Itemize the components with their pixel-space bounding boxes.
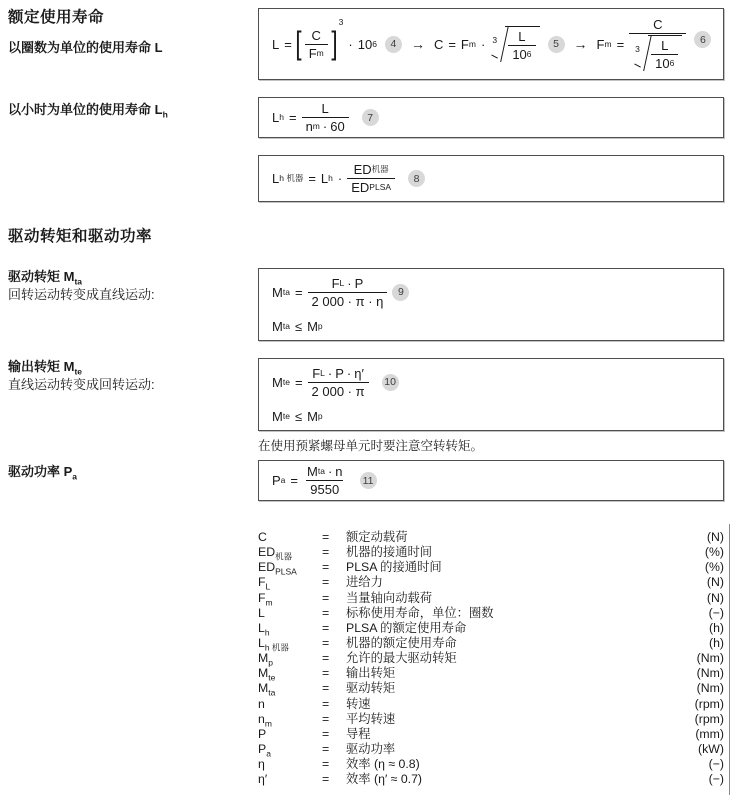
var-eta-prime: η′ <box>354 365 364 381</box>
fraction-FLP-eta <box>308 366 369 399</box>
fraction-C-Fm <box>305 28 328 61</box>
legend-row <box>258 527 724 542</box>
sub-ta: ta <box>282 286 290 297</box>
var-L: L <box>272 110 280 125</box>
fraction-L-nm60 <box>302 101 349 134</box>
legend-unit: (%) <box>704 545 724 560</box>
dot-operator: · <box>327 365 333 381</box>
ten-to-sixth <box>358 37 377 52</box>
legend-description: PLSA 的额定使用寿命 <box>346 620 467 635</box>
bracket-left: [ <box>295 25 302 62</box>
legend-symbol: C <box>258 530 267 544</box>
var-F: F <box>312 365 321 381</box>
fraction-C-root <box>629 17 686 71</box>
equals-sign: = <box>294 284 303 300</box>
preload-note: 在使用预紧螺母单元时要注意空转转矩。 <box>258 439 484 453</box>
var-M: M <box>272 284 283 300</box>
var-Fm <box>305 44 328 61</box>
label-drive-power-sub: a <box>72 471 78 482</box>
label-output-torque-base: 输出转矩 M <box>8 359 75 374</box>
root-index-3: 3 <box>635 44 640 55</box>
arrow-icon: → <box>573 36 588 52</box>
legend-row <box>258 769 724 787</box>
legend-unit: (N) <box>706 530 724 544</box>
label-drive-power-base: 驱动功率 P <box>8 464 73 479</box>
exponent-3: 3 <box>338 17 344 27</box>
legend-symbol: $n_m$ <box>258 711 272 729</box>
var-C: C <box>311 27 321 43</box>
legend-symbol: $L_h$ <box>258 620 270 638</box>
dot-operator: · <box>480 36 486 52</box>
var-Fm <box>597 37 612 52</box>
formula-life-hours <box>272 101 379 134</box>
formula-box-drive-torque <box>258 268 724 341</box>
numerator-FL-P-eta <box>308 366 368 382</box>
formula-drive-torque <box>272 276 409 309</box>
legend-row <box>258 648 724 668</box>
fraction-L-10e6 <box>508 29 535 62</box>
var-ED: ED <box>353 162 372 177</box>
legend-unit: (%) <box>704 560 724 575</box>
legend-unit: (h) <box>708 620 724 635</box>
formula-box-life-revolutions <box>258 8 724 80</box>
cube-root <box>491 26 539 62</box>
denominator-2000-pi-eta: 2 000 · π · η <box>308 292 388 309</box>
sub-m: m <box>604 38 612 49</box>
equals-sign: = <box>448 36 456 52</box>
var-P: P <box>354 275 364 291</box>
bracket-right: ] <box>331 25 338 62</box>
section-title-drive: 驱动转矩和驱动功率 <box>8 228 153 245</box>
inequality-Mta-Mp <box>272 319 409 334</box>
legend-equals: = <box>322 726 330 741</box>
legend-equals: = <box>322 575 330 590</box>
formula-life-revolutions <box>272 17 711 71</box>
fraction-ED <box>347 162 395 195</box>
legend-unit: (Nm) <box>696 651 724 666</box>
var-Mte <box>272 409 290 424</box>
legend-unit: (rpm) <box>694 711 724 726</box>
var-C: C <box>433 36 444 52</box>
exponent-6: 6 <box>669 58 675 69</box>
label-output-torque-sub: te <box>74 366 83 377</box>
legend-unit: (h) <box>708 635 724 650</box>
callout-11: 11 <box>360 472 377 489</box>
legend-equals: = <box>322 560 330 575</box>
numerator-Mta-n <box>303 464 347 480</box>
label-drive-torque-sub: ta <box>74 276 83 287</box>
legend-equals: = <box>322 681 330 696</box>
legend-row <box>258 754 724 772</box>
var-Lh-machine <box>272 171 303 186</box>
num-10: 10 <box>655 56 670 71</box>
label-life-hours-base: 以小时为单位的使用寿命 L <box>8 102 163 117</box>
dot-operator: · <box>327 464 333 479</box>
ten-to-sixth <box>508 45 535 62</box>
legend-description: 驱动功率 <box>346 741 396 756</box>
var-Mp <box>307 319 323 334</box>
num-60: 60 <box>330 119 345 134</box>
var-Fm <box>461 37 476 52</box>
var-Mp <box>307 409 323 424</box>
sub-ta: ta <box>317 466 325 477</box>
legend-unit: (rpm) <box>694 696 724 711</box>
var-L: L <box>321 101 329 116</box>
legend-equals: = <box>322 711 330 726</box>
label-drive-torque-base: 驱动转矩 M <box>8 269 75 284</box>
legend-description: 驱动转矩 <box>346 681 396 696</box>
formula-life-machine <box>272 162 425 195</box>
var-n: n <box>305 119 313 134</box>
label-life-hours <box>8 99 168 119</box>
legend-row <box>258 557 724 577</box>
legend-equals: = <box>322 530 330 544</box>
var-n: n <box>335 464 343 479</box>
sub-te: te <box>282 410 290 421</box>
legend-description: 效率 (η′ ≈ 0.7) <box>346 772 423 787</box>
var-Pa <box>272 473 285 488</box>
equals-sign: = <box>290 473 298 488</box>
formula-box-life-machine <box>258 155 724 202</box>
var-Mta <box>272 285 290 300</box>
legend-row <box>258 739 724 759</box>
dot-operator: · <box>337 171 343 186</box>
legend-description: PLSA 的接通时间 <box>346 560 442 575</box>
sub-PLSA: PLSA <box>369 182 392 193</box>
fraction-FLP <box>308 276 388 309</box>
legend-equals: = <box>322 772 330 787</box>
legend-symbol: $M_p$ <box>258 651 273 668</box>
var-Mte <box>272 375 290 390</box>
legend-unit: (kW) <box>698 741 724 756</box>
formula-box-output-torque <box>258 358 724 431</box>
legend-row <box>258 603 724 618</box>
formula-box-drive-power <box>258 460 724 501</box>
legend-symbol: $L_{h 机器}$ <box>258 635 289 653</box>
legend-description: 允许的最大驱动转矩 <box>346 651 457 666</box>
legend-unit: (Nm) <box>696 666 724 681</box>
legend-row <box>258 724 724 739</box>
label-life-revolutions: 以圈数为单位的使用寿命 L <box>8 40 163 55</box>
legend-unit: (−) <box>708 772 724 787</box>
sub-te: te <box>282 376 290 387</box>
legend-symbol: $M_{ta}$ <box>258 681 276 698</box>
legend-symbol: $ED_{PLSA}$ <box>258 560 297 577</box>
callout-9: 9 <box>392 284 409 301</box>
legend-symbol: η′ <box>258 772 268 787</box>
var-M: M <box>272 318 283 334</box>
legend-description: 进给力 <box>346 575 383 590</box>
callout-8: 8 <box>408 170 425 187</box>
cube-root <box>634 35 682 71</box>
formula-output-torque <box>272 366 399 399</box>
var-F: F <box>308 45 317 61</box>
callout-7: 7 <box>362 109 379 126</box>
legend-description: 转速 <box>346 696 371 711</box>
var-Lh <box>321 171 333 186</box>
formula-drive-power <box>272 464 377 497</box>
exponent-6: 6 <box>526 49 532 60</box>
legend-list <box>258 527 724 787</box>
sub-ta: ta <box>282 320 290 331</box>
less-equal-sign: ≤ <box>294 318 303 334</box>
dot-operator: · <box>322 119 328 134</box>
legend-symbol: $F_m$ <box>258 590 273 608</box>
label-drive-torque-desc: 回转运动转变成直线运动: <box>8 287 155 302</box>
var-L: L <box>272 171 280 186</box>
var-M: M <box>272 408 283 424</box>
equals-sign: = <box>616 36 625 52</box>
sub-L: L <box>339 277 345 288</box>
legend-description: 当量轴向动载荷 <box>346 590 433 605</box>
legend-equals: = <box>322 651 330 666</box>
num-10: 10 <box>357 36 373 52</box>
sub-h-machine: h 机器 <box>279 173 304 184</box>
label-output-torque-desc: 直线运动转变成回转运动: <box>8 377 155 392</box>
callout-5: 5 <box>548 36 565 53</box>
less-equal-sign: ≤ <box>294 408 303 424</box>
var-L: L <box>661 38 669 53</box>
callout-6: 6 <box>694 31 711 48</box>
fraction-Mta-n <box>303 464 347 497</box>
legend-row <box>258 633 724 653</box>
legend-unit: (Nm) <box>696 681 724 696</box>
legend-equals: = <box>322 635 330 650</box>
legend-equals: = <box>322 590 330 605</box>
equals-sign: = <box>308 171 316 186</box>
equals-sign: = <box>294 374 303 390</box>
denominator-9550: 9550 <box>306 480 343 497</box>
legend-equals: = <box>322 757 330 772</box>
numerator-FL-P <box>328 276 368 292</box>
legend-description: 导程 <box>346 726 371 741</box>
denominator-nm60 <box>302 117 349 134</box>
sub-p: p <box>317 410 323 421</box>
formula-box-life-hours <box>258 97 724 138</box>
denominator-root <box>629 33 686 71</box>
sub-machine: 机器 <box>371 164 389 175</box>
arrow-icon: → <box>410 36 425 52</box>
num-10: 10 <box>512 47 527 62</box>
dot-operator: · <box>348 36 353 52</box>
equals-sign: = <box>288 110 297 125</box>
legend-symbol: $ED_{机器}$ <box>258 545 293 562</box>
var-M: M <box>307 464 318 479</box>
var-F: F <box>460 36 469 52</box>
callout-4: 4 <box>385 36 402 53</box>
var-F: F <box>331 275 340 291</box>
legend-unit: (N) <box>706 590 724 605</box>
var-P: P <box>272 473 281 488</box>
equals-sign: = <box>284 36 292 52</box>
page-edge-rule <box>729 524 730 795</box>
legend-row <box>258 572 724 592</box>
sub-a: a <box>280 475 286 486</box>
var-ED: ED <box>351 180 370 195</box>
label-life-hours-sub: h <box>162 109 168 120</box>
var-M: M <box>307 408 318 424</box>
dot-operator: · <box>347 275 352 291</box>
legend-description: 额定动载荷 <box>346 530 408 544</box>
sub-m: m <box>312 121 320 132</box>
legend-description: 机器的额定使用寿命 <box>346 635 457 650</box>
section-title-rated-life: 额定使用寿命 <box>8 9 105 26</box>
ten-to-sixth <box>651 54 678 71</box>
var-ED-PLSA <box>347 178 395 195</box>
callout-10: 10 <box>382 374 399 391</box>
legend-row <box>258 663 724 683</box>
legend-row <box>258 678 724 698</box>
var-L: L <box>320 171 329 186</box>
legend-symbol: P <box>258 726 267 741</box>
var-Lh <box>272 110 284 125</box>
denominator-2000-pi: 2 000 · π <box>308 382 369 399</box>
exponent-6: 6 <box>372 38 377 49</box>
legend-description: 输出转矩 <box>346 666 396 681</box>
legend-row <box>258 618 724 638</box>
legend-description: 效率 (η ≈ 0.8) <box>346 757 420 772</box>
label-drive-power <box>8 461 77 481</box>
legend-unit: (mm) <box>695 726 724 741</box>
dot-operator: · <box>346 365 352 381</box>
sub-m: m <box>468 38 476 49</box>
var-M: M <box>272 374 283 390</box>
legend-row <box>258 542 724 562</box>
legend-equals: = <box>322 620 330 635</box>
var-Mta <box>272 319 290 334</box>
legend-symbol: η <box>258 757 265 772</box>
legend-equals: = <box>322 605 330 620</box>
sub-h: h <box>328 173 333 184</box>
var-C: C <box>653 17 663 32</box>
legend-symbol: $P_a$ <box>258 741 271 759</box>
var-L: L <box>272 36 280 52</box>
legend-symbol: n <box>258 696 265 711</box>
legend-description: 平均转速 <box>346 711 396 726</box>
legend-row <box>258 694 724 709</box>
legend-row <box>258 709 724 729</box>
sub-p: p <box>317 320 323 331</box>
legend-equals: = <box>322 696 330 711</box>
root-index-3: 3 <box>492 35 498 46</box>
var-L: L <box>518 29 526 44</box>
legend-row <box>258 588 724 608</box>
legend-equals: = <box>322 666 330 681</box>
var-P: P <box>335 365 344 381</box>
legend-description: 标称使用寿命，单位：圈数 <box>346 605 494 620</box>
inequality-Mte-Mp <box>272 409 399 424</box>
legend-symbol: $F_L$ <box>258 575 271 592</box>
legend-unit: (N) <box>706 575 724 590</box>
legend-symbol: L <box>258 605 265 620</box>
legend-equals: = <box>322 741 330 756</box>
fraction-L-10e6 <box>651 38 678 71</box>
legend-symbol: $M_{te}$ <box>258 666 276 683</box>
sub-h: h <box>279 112 284 123</box>
legend-unit: (−) <box>708 757 724 772</box>
legend-unit: (−) <box>708 605 724 620</box>
sub-m: m <box>316 47 324 58</box>
var-ED-machine <box>350 162 393 178</box>
legend-description: 机器的接通时间 <box>346 545 433 560</box>
legend-equals: = <box>322 545 330 560</box>
var-M: M <box>307 318 318 334</box>
sub-L: L <box>320 367 325 378</box>
var-F: F <box>596 36 605 52</box>
